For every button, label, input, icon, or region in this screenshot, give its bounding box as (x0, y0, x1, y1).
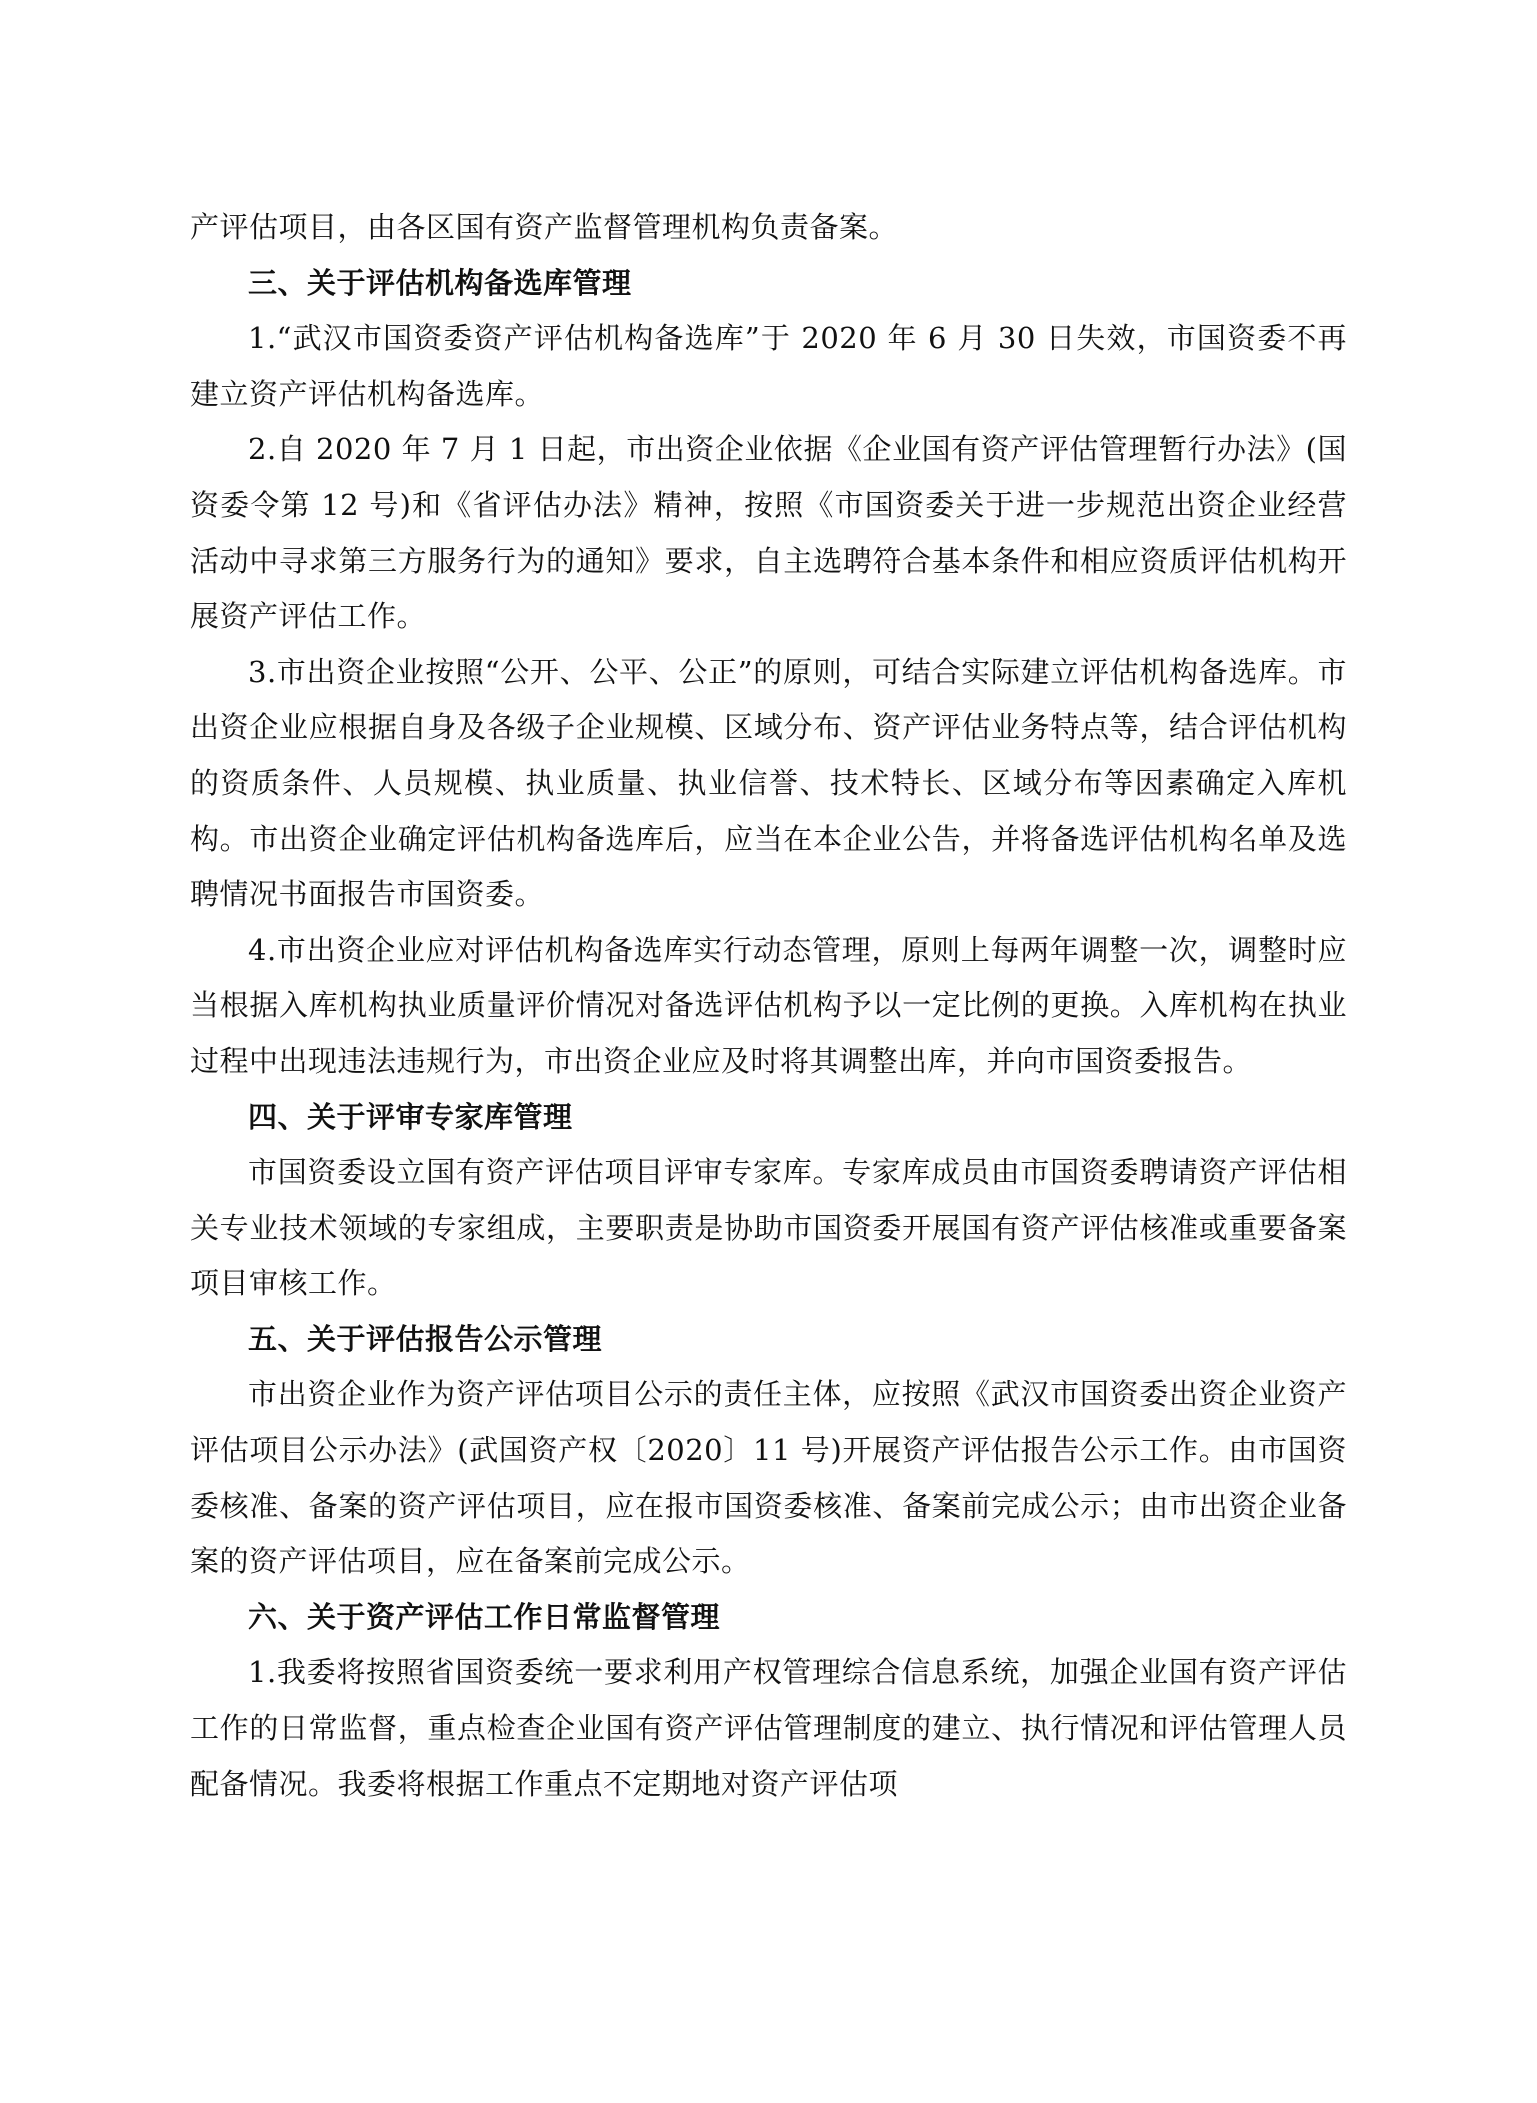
paragraph: 4.市出资企业应对评估机构备选库实行动态管理，原则上每两年调整一次，调整时应当根据入库机构执业质量评价情况对备选评估机构予以一定比例的更换。入库机构在执业过程中出现违法违规行为，市出资企业应及时将其调整出库，并向市国资委报告。 (190, 932, 1347, 1078)
paragraph: 市国资委设立国有资产评估项目评审专家库。专家库成员由市国资委聘请资产评估相关专业技术领域的专家组成，主要职责是协助市国资委开展国有资产评估核准或重要备案项目审核工作。 (190, 1155, 1347, 1301)
paragraph-continuation: 产评估项目，由各区国有资产监督管理机构负责备案。 (190, 210, 899, 244)
section-heading-3: 三、关于评估机构备选库管理 (248, 265, 632, 300)
paragraph: 2.自 2020 年 7 月 1 日起，市出资企业依据《企业国有资产评估管理暂行办法》(国资委令第 12 号)和《省评估办法》精神，按照《市国资委关于进一步规范出资企业经营活动中寻求第三方服务行为的通知》要求，自主选聘符合基本条件和相应资质评估机构开展资产评估工作。 (190, 432, 1347, 634)
paragraph: 3.市出资企业按照“公开、公平、公正”的原则，可结合实际建立评估机构备选库。市出资企业应根据自身及各级子企业规模、区域分布、资产评估业务特点等，结合评估机构的资质条件、人员规模、执业质量、执业信誉、技术特长、区域分布等因素确定入库机构。市出资企业确定评估机构备选库后，应当在本企业公告，并将备选评估机构名单及选聘情况书面报告市国资委。 (190, 654, 1347, 912)
section-heading-6: 六、关于资产评估工作日常监督管理 (248, 1599, 721, 1634)
section-heading-4: 四、关于评审专家库管理 (248, 1099, 573, 1134)
paragraph: 1.我委将按照省国资委统一要求利用产权管理综合信息系统，加强企业国有资产评估工作的日常监督，重点检查企业国有资产评估管理制度的建立、执行情况和评估管理人员配备情况。我委将根据工作重点不定期地对资产评估项 (190, 1655, 1347, 1801)
paragraph: 市出资企业作为资产评估项目公示的责任主体，应按照《武汉市国资委出资企业资产评估项目公示办法》(武国资产权〔2020〕11 号)开展资产评估报告公示工作。由市国资委核准、备案的资产评估项目，应在报市国资委核准、备案前完成公示；由市出资企业备案的资产评估项目，应在备案前完成公示。 (190, 1377, 1347, 1579)
paragraph: 1.“武汉市国资委资产评估机构备选库”于 2020 年 6 月 30 日失效，市国资委不再建立资产评估机构备选库。 (190, 321, 1347, 411)
section-heading-5: 五、关于评估报告公示管理 (248, 1321, 603, 1356)
document-body (190, 200, 1347, 1812)
